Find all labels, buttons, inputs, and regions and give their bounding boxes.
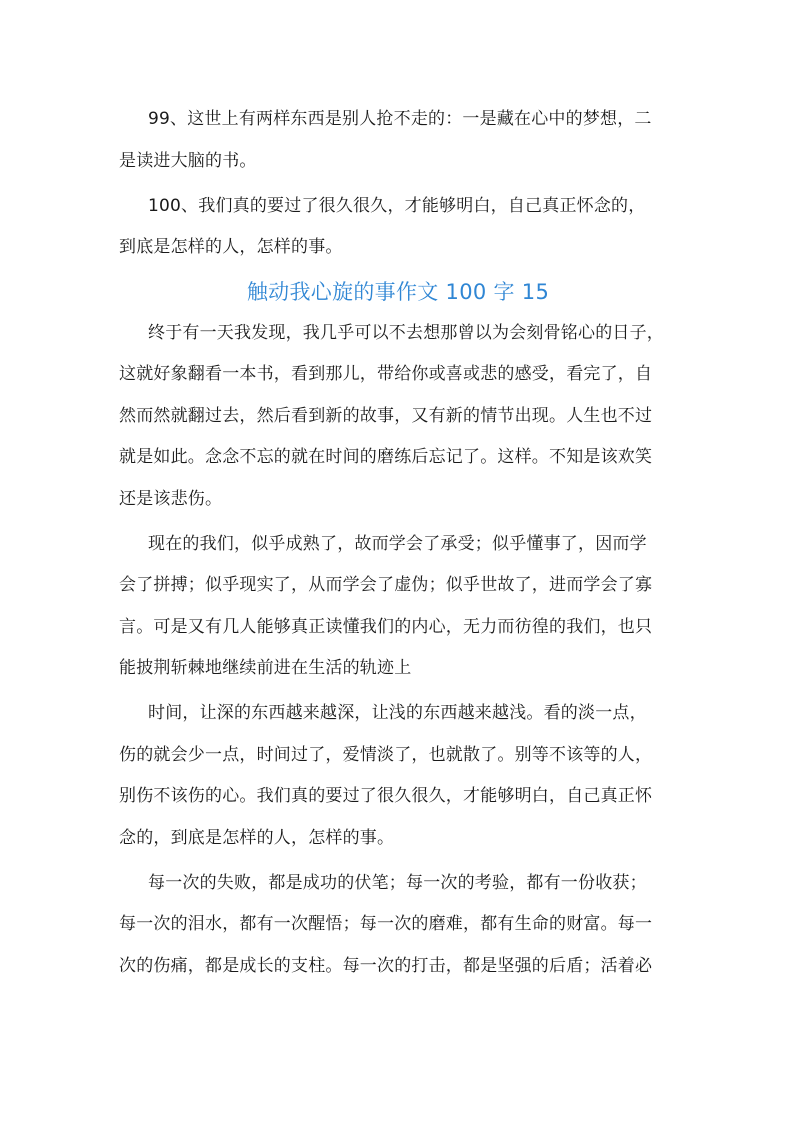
body-paragraph-4: 每一次的失败，都是成功的伏笔；每一次的考验，都有一份收获； 每一次的泪水，都有一次醒悟；每一次的磨难，都有生命的财富。每一 次的伤痛，都是成长的支柱。每一次的打击，都是坚强的后盾；活着必 [119,872,653,976]
paragraph-quote-100: 100、我们真的要过了很久很久，才能够明白，自己真正怀念的， 到底是怎样的人，怎样的事。 [119,195,646,257]
section-title: 触动我心旋的事作文 100 字 15 [246,279,550,304]
body-paragraph-1: 终于有一天我发现，我几乎可以不去想那曾以为会刻骨铭心的日子， 这就好象翻看一本书，看到那儿，带给你或喜或悲的感受，看完了，自 然而然就翻过去，然后看到新的故事，又有新的情节出现。人生也不过 就是如此。念念不忘的就在时间的磨练后忘记了。这样。不知是该欢笑 还是该悲伤。 [119,322,664,509]
body-paragraph-3: 时间，让深的东西越来越深，让浅的东西越来越浅。看的淡一点， 伤的就会少一点，时间过了，爱情淡了，也就散了。别等不该等的人， 别伤不该伤的心。我们真的要过了很久很久，才能够明白，自己真正怀 念的，到底是怎样的人，怎样的事。 [119,703,653,848]
body-paragraph-2: 现在的我们，似乎成熟了，故而学会了承受；似乎懂事了，因而学 会了拼搏；似乎现实了，从而学会了虚伪；似乎世故了，进而学会了寡 言。可是又有几人能够真正读懂我们的内心，无力而彷徨的我们，也只 能披荆斩棘地继续前进在生活的轨迹上 [119,533,653,678]
document-content [119,99,677,987]
paragraph-quote-99: 99、这世上有两样东西是别人抢不走的：一是藏在心中的梦想，二 是读进大脑的书。 [119,109,652,171]
